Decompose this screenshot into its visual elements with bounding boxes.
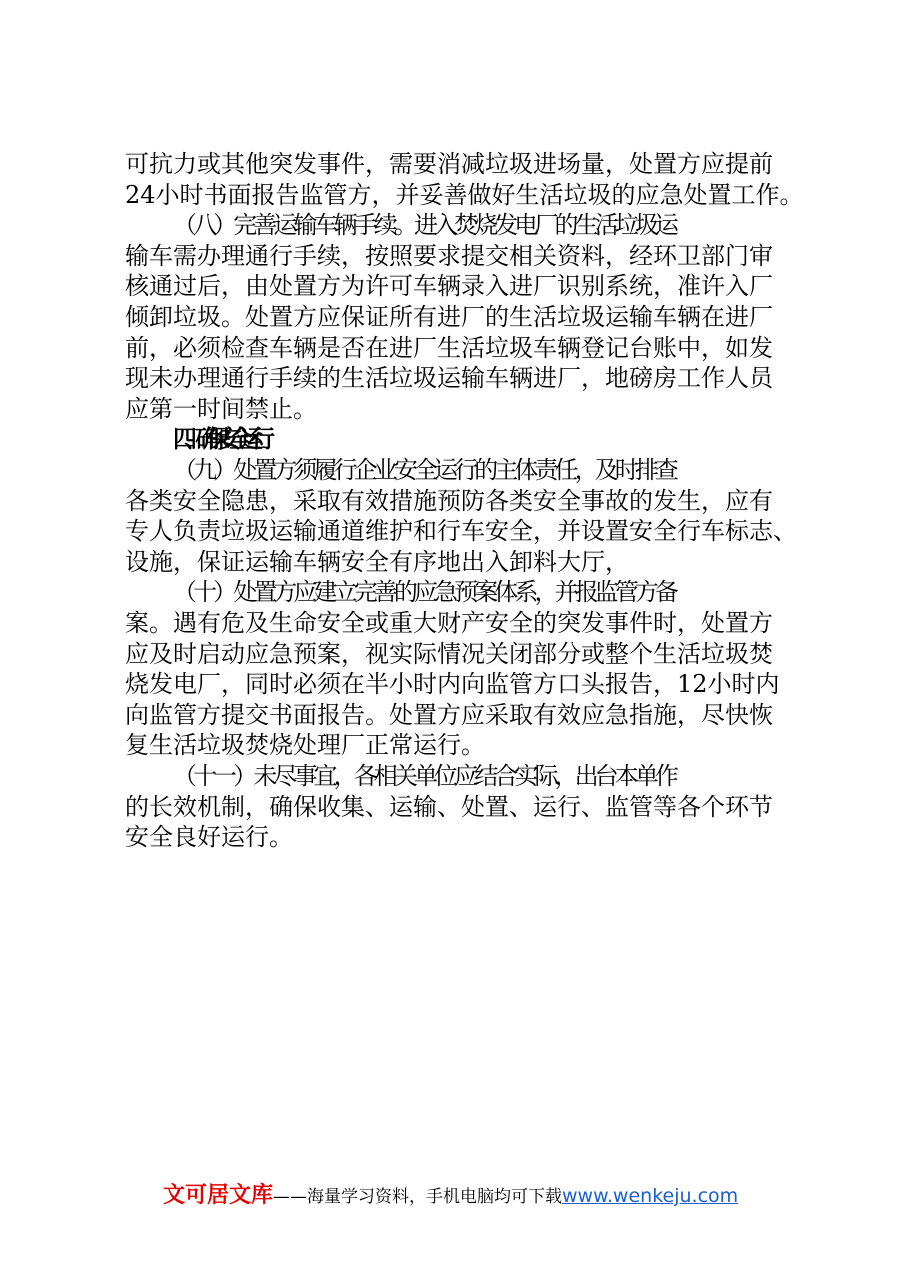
paragraph-line: 24小时书面报告监管方，并妥善做好生活垃圾的应急处置工作。 xyxy=(125,180,804,209)
paragraph-line: 案。遇有危及生命安全或重大财产安全的突发事件时，处置方 xyxy=(125,609,773,637)
paragraph-line: 可抗力或其他突发事件，需要消减垃圾进场量，处置方应提前 xyxy=(125,150,773,178)
paragraph-line: 核通过后，由处置方为许可车辆录入进厂识别系统，准许入厂 xyxy=(125,272,773,301)
paragraph-line: （八）完善运输车辆手续。进入焚烧发电厂的生活垃圾运 xyxy=(173,211,675,240)
paragraph-line: （十一）未尽事宜，各相关单位应结合实际，出台本单作 xyxy=(173,762,675,790)
paragraph-line: 烧发电厂，同时必须在半小时内向监管方口头报告，12小时内 xyxy=(125,670,780,699)
paragraph-line: 专人负责垃圾运输通道维护和行车安全，并设置安全行车标志、 xyxy=(125,517,797,546)
paragraph-line: 前，必须检查车辆是否在进厂生活垃圾车辆登记台账中，如发 xyxy=(125,333,773,362)
paragraph-line: 的长效机制，确保收集、运输、处置、运行、监管等各个环节 xyxy=(125,792,773,821)
footer-url-link[interactable]: www.wenkeju.com xyxy=(562,1185,739,1207)
paragraph-line: 设施，保证运输车辆安全有序地出入卸料大厅， xyxy=(125,547,629,576)
paragraph-line: 复生活垃圾焚烧处理厂正常运行。 xyxy=(125,731,485,760)
footer-tagline: ——海量学习资料，手机电脑均可下载 xyxy=(273,1187,563,1207)
footer-brand: 文可居文库 xyxy=(163,1183,274,1208)
paragraph-line: 倾卸垃圾。处置方应保证所有进厂的生活垃圾运输车辆在进厂 xyxy=(125,303,773,331)
section-heading: 四、确保安全运行 xyxy=(173,425,263,454)
paragraph-line: （九）处置方须履行企业安全运行的主体责任，及时排查 xyxy=(173,456,675,484)
paragraph-line: 输车需办理通行手续，按照要求提交相关资料，经环卫部门审 xyxy=(125,241,773,270)
paragraph-line: 各类安全隐患，采取有效措施预防各类安全事故的发生，应有 xyxy=(125,486,773,515)
paragraph-line: 应第一时间禁止。 xyxy=(125,394,317,423)
footer-banner xyxy=(163,1181,738,1212)
paragraph-line: 现未办理通行手续的生活垃圾运输车辆进厂，地磅房工作人员 xyxy=(125,364,773,393)
paragraph-line: 应及时启动应急预案，视实际情况关闭部分或整个生活垃圾焚 xyxy=(125,639,773,668)
paragraph-line: （十）处置方应建立完善的应急预案体系，并报监管方备 xyxy=(173,578,675,607)
paragraph-line: 向监管方提交书面报告。处置方应采取有效应急指施，尽快恢 xyxy=(125,700,773,729)
paragraph-line: 安全良好运行。 xyxy=(125,823,293,852)
